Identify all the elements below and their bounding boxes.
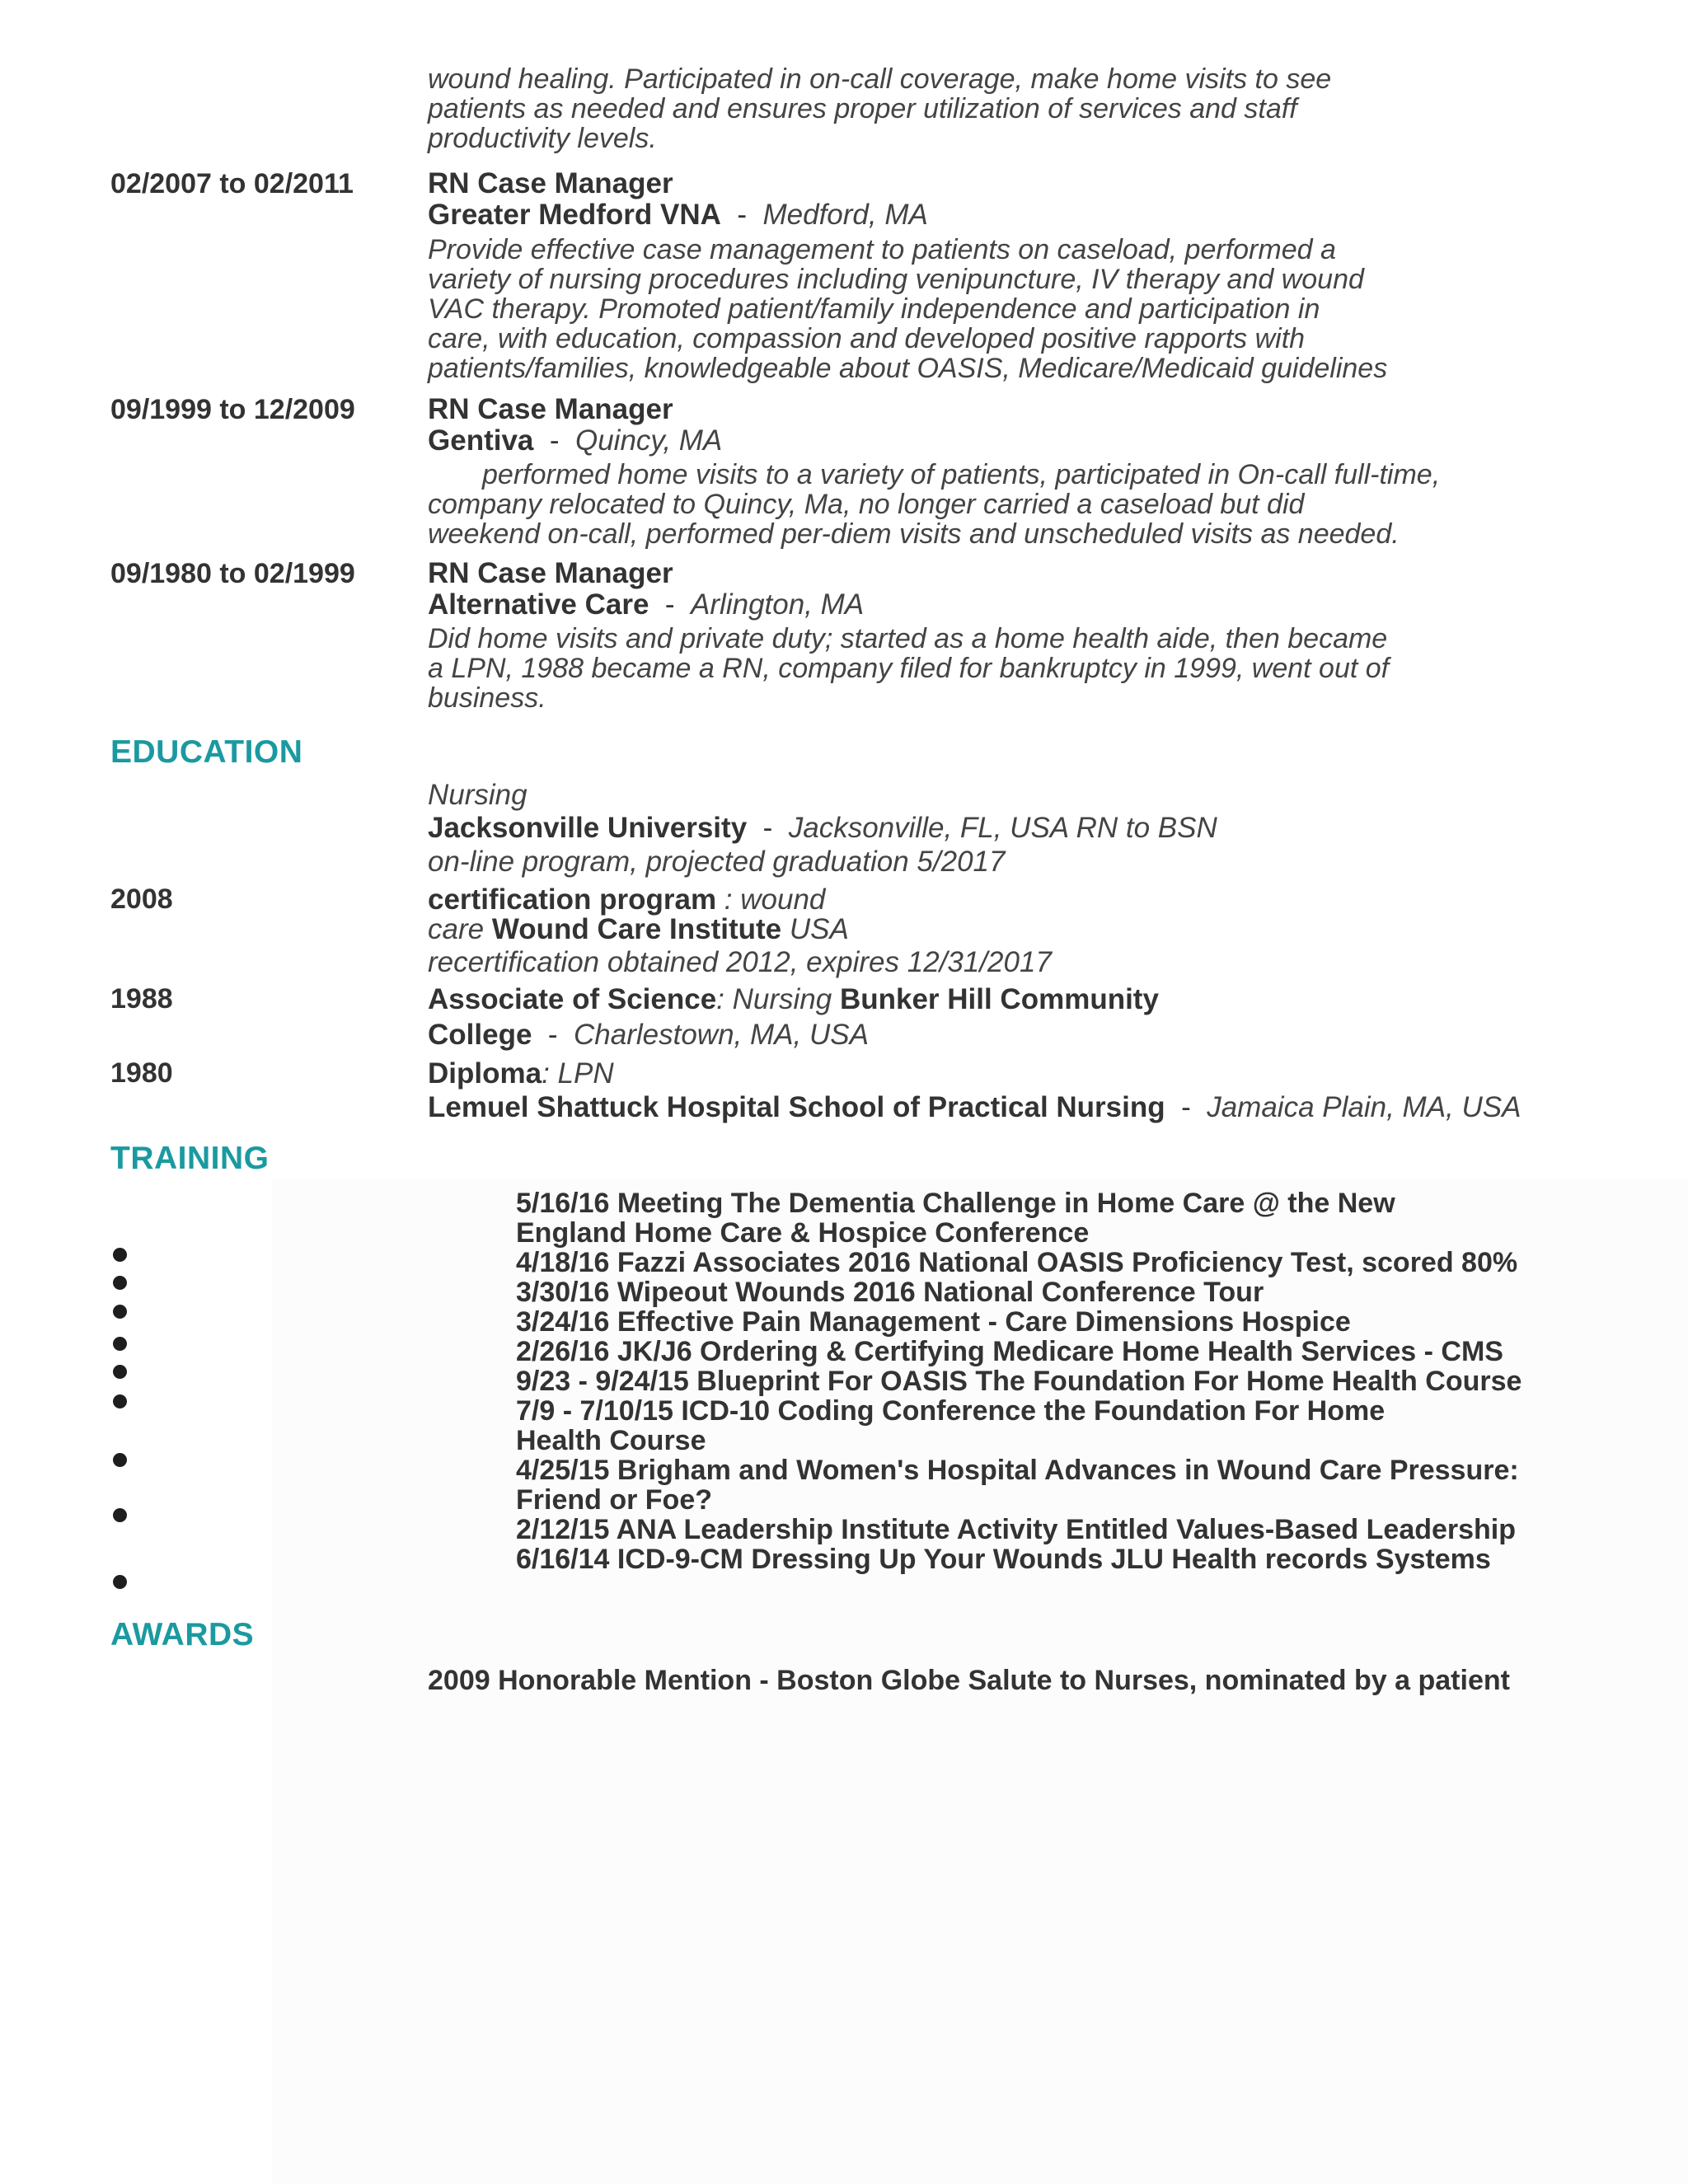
bullet-icon — [113, 1394, 127, 1408]
job-description — [428, 460, 1582, 549]
job-description — [428, 235, 1582, 383]
education-degree — [428, 883, 825, 916]
separator: - — [1181, 1091, 1191, 1123]
job-location: Arlington, MA — [691, 588, 865, 621]
desc-line: patients/families, knowledgeable about OASIS, Medicare/Medicaid guidelines — [428, 353, 1388, 384]
field-of-study: Nursing — [428, 779, 528, 811]
training-item: 6/16/14 ICD-9-CM Dressing Up Your Wounds JLU Health records Systems — [516, 1544, 1491, 1575]
school-name: Bunker Hill Community — [839, 983, 1159, 1015]
training-list — [516, 1188, 1587, 1574]
job-title: RN Case Manager — [428, 167, 673, 199]
job-employer — [428, 588, 864, 621]
job-location: Medford, MA — [762, 199, 928, 231]
bullet-icon — [113, 1365, 127, 1379]
job-employer — [428, 424, 722, 457]
training-item: 3/24/16 Effective Pain Management - Care Dimensions Hospice — [516, 1306, 1351, 1338]
school-name: Lemuel Shattuck Hospital School of Practical Nursing — [428, 1091, 1165, 1123]
education-year: 1980 — [110, 1057, 173, 1089]
desc-line: patients as needed and ensures proper utilization of services and staff — [428, 93, 1297, 124]
school-name: Wound Care Institute — [491, 913, 782, 945]
training-item: 2/26/16 JK/J6 Ordering & Certifying Medicare Home Health Services - CMS — [516, 1336, 1503, 1367]
bullet-icon — [113, 1337, 127, 1351]
separator: - — [664, 588, 675, 621]
desc-line: wound healing. Participated in on-call coverage, make home visits to see — [428, 63, 1332, 95]
award-item: 2009 Honorable Mention - Boston Globe Salute to Nurses, nominated by a patient — [428, 1665, 1510, 1696]
field-of-study: : wound — [716, 883, 826, 916]
job-dates: 09/1999 to 12/2009 — [110, 394, 355, 425]
field-of-study: : Nursing — [716, 983, 840, 1015]
education-year: 2008 — [110, 883, 173, 915]
school-name-cont: College — [428, 1019, 532, 1051]
company-name: Alternative Care — [428, 588, 649, 621]
school-location: USA — [781, 913, 849, 945]
training-item: Health Course — [516, 1425, 706, 1456]
section-heading-education: EDUCATION — [110, 734, 303, 770]
desc-line: weekend on-call, performed per-diem visits and unscheduled visits as needed. — [428, 518, 1400, 550]
separator: - — [549, 424, 560, 457]
separator: - — [762, 812, 773, 844]
school-location: Jacksonville, FL, USA RN to BSN — [788, 812, 1217, 844]
bullet-icon — [113, 1453, 127, 1467]
training-item: 4/25/15 Brigham and Women's Hospital Advances in Wound Care Pressure: — [516, 1455, 1519, 1486]
desc-line: VAC therapy. Promoted patient/family independence and participation in — [428, 293, 1320, 325]
education-school — [428, 913, 849, 946]
education-school — [428, 1091, 1521, 1124]
job-dates: 02/2007 to 02/2011 — [110, 168, 354, 199]
job-title: RN Case Manager — [428, 557, 673, 589]
degree-name: Associate of Science — [428, 983, 717, 1015]
section-heading-training: TRAINING — [110, 1141, 270, 1176]
education-degree — [428, 983, 1159, 1016]
job-title: RN Case Manager — [428, 393, 673, 425]
school-location: Jamaica Plain, MA, USA — [1207, 1091, 1522, 1123]
training-item: 4/18/16 Fazzi Associates 2016 National OASIS Proficiency Test, scored 80% — [516, 1247, 1518, 1278]
note-text: recertification obtained 2012, expires 12/31/2017 — [428, 946, 1052, 978]
section-heading-awards: AWARDS — [110, 1617, 255, 1652]
school-name: Jacksonville University — [428, 812, 748, 844]
desc-line: Provide effective case management to patients on caseload, performed a — [428, 234, 1336, 265]
desc-line: business. — [428, 682, 546, 714]
desc-line: care, with education, compassion and developed positive rapports with — [428, 323, 1306, 354]
job-description-continued — [428, 64, 1582, 153]
field-of-study-cont: care — [428, 913, 492, 945]
education-field — [428, 779, 528, 812]
bullet-icon — [113, 1305, 127, 1319]
desc-line: variety of nursing procedures including venipuncture, IV therapy and wound — [428, 264, 1364, 295]
company-name: Greater Medford VNA — [428, 199, 721, 231]
education-year: 1988 — [110, 983, 173, 1015]
training-item: England Home Care & Hospice Conference — [516, 1217, 1090, 1249]
bullet-icon — [113, 1508, 127, 1522]
training-item: 2/12/15 ANA Leadership Institute Activity Entitled Values-Based Leadership — [516, 1514, 1517, 1545]
school-location: Charlestown, MA, USA — [574, 1019, 869, 1051]
job-dates: 09/1980 to 02/1999 — [110, 558, 355, 589]
separator: - — [547, 1019, 558, 1051]
education-school — [428, 1019, 869, 1052]
education-degree — [428, 1057, 614, 1090]
desc-line: company relocated to Quincy, Ma, no longer carried a caseload but did — [428, 489, 1305, 520]
job-employer — [428, 199, 928, 232]
education-note — [428, 846, 1005, 879]
education-school — [428, 812, 1217, 845]
training-item: 5/16/16 Meeting The Dementia Challenge in Home Care @ the New — [516, 1188, 1395, 1219]
job-location: Quincy, MA — [574, 424, 723, 457]
desc-line: productivity levels. — [428, 123, 657, 154]
training-item: Friend or Foe? — [516, 1484, 712, 1516]
note-text: on-line program, projected graduation 5/2017 — [428, 846, 1006, 878]
training-item: 7/9 - 7/10/15 ICD-10 Coding Conference the Foundation For Home — [516, 1395, 1386, 1427]
field-of-study: : LPN — [542, 1057, 614, 1090]
bullet-icon — [113, 1575, 127, 1589]
desc-line: performed home visits to a variety of patients, participated in On-call full-time, — [482, 459, 1441, 490]
training-item: 3/30/16 Wipeout Wounds 2016 National Conference Tour — [516, 1277, 1264, 1308]
education-note — [428, 946, 1052, 979]
desc-line: a LPN, 1988 became a RN, company filed for bankruptcy in 1999, went out of — [428, 653, 1390, 684]
job-description — [428, 624, 1582, 713]
company-name: Gentiva — [428, 424, 534, 457]
training-item: 9/23 - 9/24/15 Blueprint For OASIS The Foundation For Home Health Course — [516, 1366, 1522, 1397]
separator: - — [737, 199, 748, 231]
degree-name: certification program — [428, 883, 717, 916]
bullet-icon — [113, 1248, 127, 1262]
degree-name: Diploma — [428, 1057, 542, 1090]
desc-line: Did home visits and private duty; started as a home health aide, then became — [428, 623, 1388, 654]
bullet-icon — [113, 1276, 127, 1290]
